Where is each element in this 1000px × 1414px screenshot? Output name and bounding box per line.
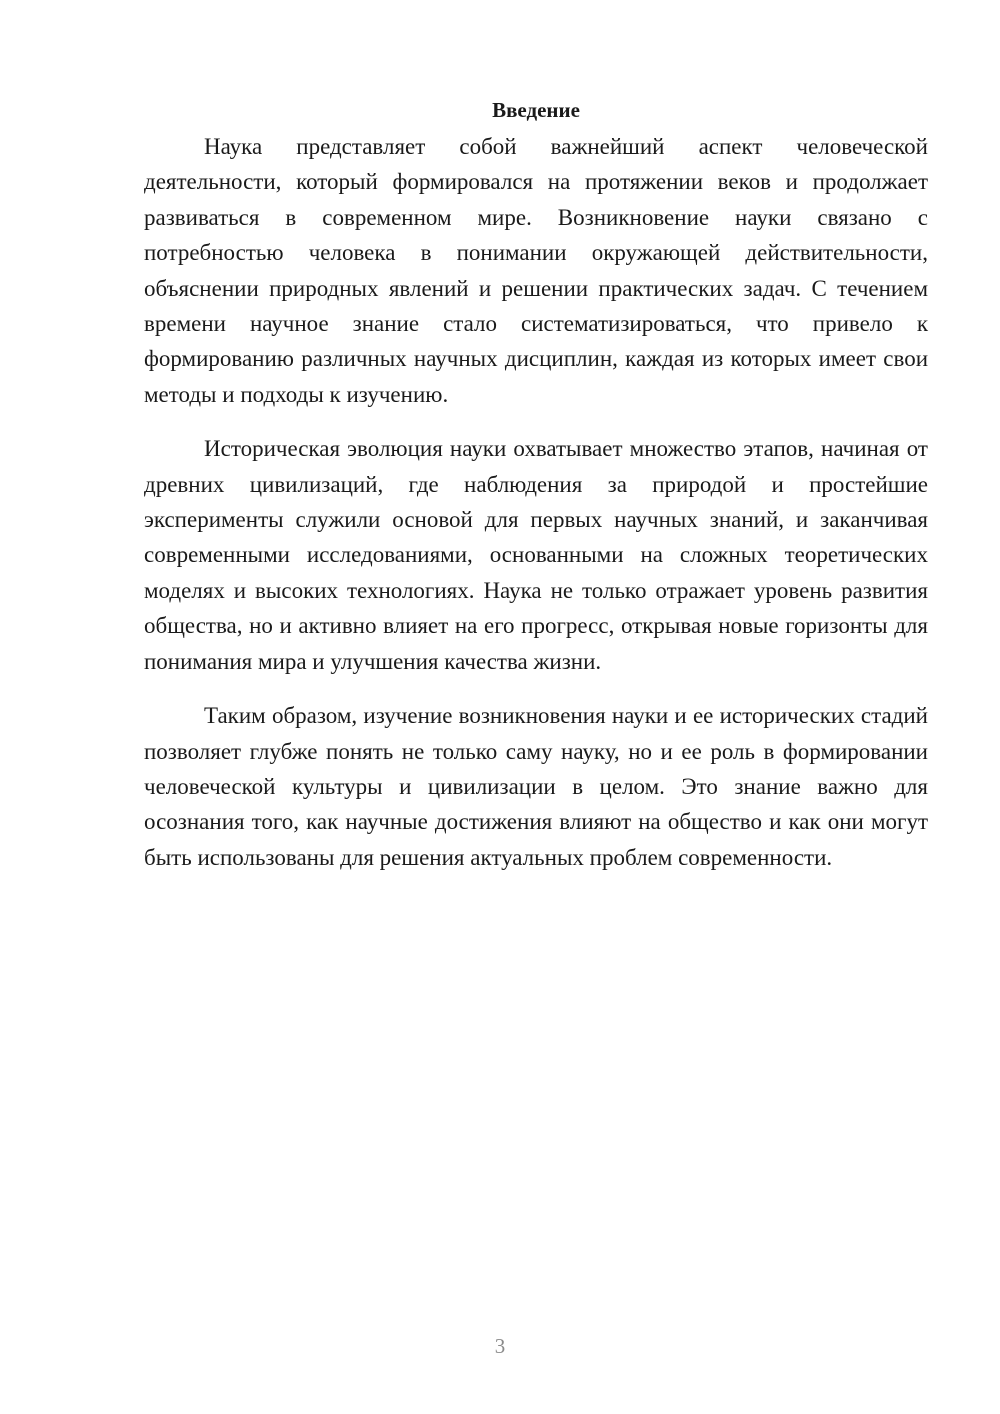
paragraph-3: Таким образом, изучение возникновения науки и ее исторических стадий позволяет глубже понять не только саму науку, но и ее роль в формировании человеческой культуры и цивилизации в целом. Это знание важно для осознания того, как научные достижения влияют на общество и как они могут быть использованы для решения актуальных проблем современности. <box>144 703 928 870</box>
page-content <box>144 93 928 894</box>
paragraph-2: Историческая эволюция науки охватывает множество этапов, начиная от древних цивилизаций, где наблюдения за природой и простейшие эксперименты служили основой для первых научных знаний, и заканчивая современными исследованиями, основанными на сложных теоретических моделях и высоких технологиях. Наука не только отражает уровень развития общества, но и активно влияет на его прогресс, открывая новые горизонты для понимания мира и улучшения качества жизни. <box>144 436 928 674</box>
paragraph-1: Наука представляет собой важнейший аспект человеческой деятельности, который формировался на протяжении веков и продолжает развиваться в современном мире. Возникновение науки связано с потребностью человека в понимании окружающей действительности, объяснении природных явлений и решении практических задач. С течением времени научное знание стало систематизироваться, что привело к формированию различных научных дисциплин, каждая из которых имеет свои методы и подходы к изучению. <box>144 134 928 407</box>
section-heading: Введение <box>492 98 580 122</box>
page-number: 3 <box>494 1334 506 1358</box>
